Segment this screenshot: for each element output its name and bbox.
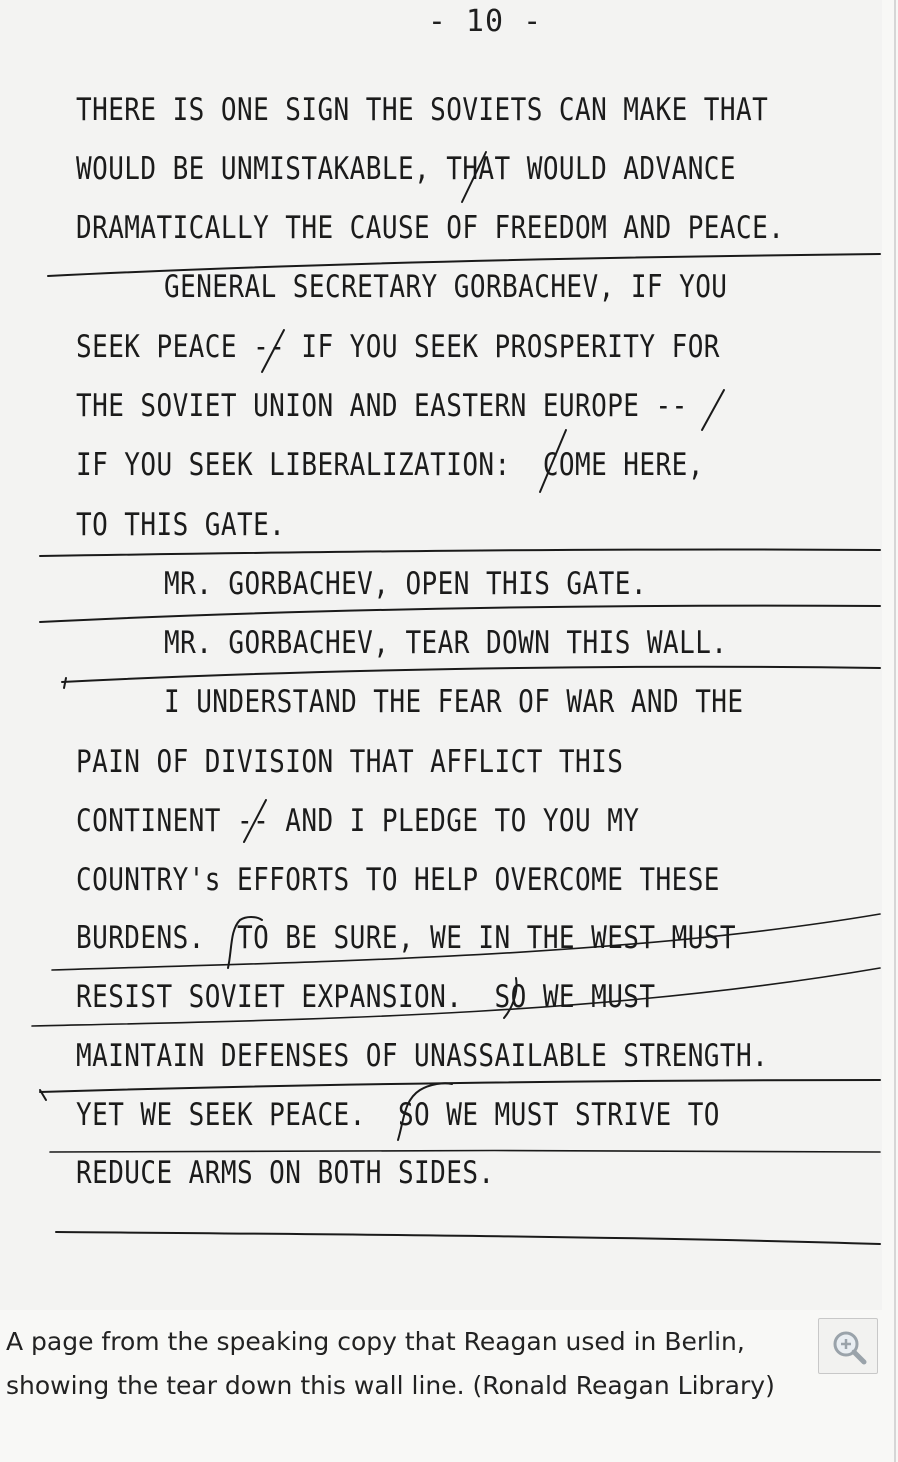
slash-mark — [244, 800, 266, 842]
speech-line: WOULD BE UNMISTAKABLE, THAT WOULD ADVANCE — [76, 151, 737, 187]
curly-mark — [504, 978, 517, 1018]
speech-line: THERE IS ONE SIGN THE SOVIETS CAN MAKE THAT — [76, 92, 769, 128]
tick-mark — [64, 678, 66, 688]
separator-line — [62, 667, 880, 682]
curly-mark — [398, 1083, 452, 1140]
speech-line: BURDENS. TO BE SURE, WE IN THE WEST MUST — [76, 920, 737, 956]
speech-line: DRAMATICALLY THE CAUSE OF FREEDOM AND PEACE. — [76, 210, 785, 246]
separator-line — [50, 1151, 880, 1153]
speech-line: COUNTRY's EFFORTS TO HELP OVERCOME THESE — [76, 862, 720, 898]
separator-line — [32, 968, 880, 1026]
speech-line: YET WE SEEK PEACE. SO WE MUST STRIVE TO — [76, 1097, 720, 1133]
slash-mark — [262, 330, 284, 372]
speech-line: GENERAL SECRETARY GORBACHEV, IF YOU — [164, 269, 728, 305]
image-caption: A page from the speaking copy that Reagan used in Berlin, showing the tear down this wall line. (Ronald Reagan Library) — [6, 1327, 775, 1400]
separator-line — [52, 914, 880, 970]
speech-line: SEEK PEACE -- IF YOU SEEK PROSPERITY FOR — [76, 329, 720, 365]
separator-line — [40, 606, 880, 622]
speech-line: MAINTAIN DEFENSES OF UNASSAILABLE STRENGTH. — [76, 1038, 769, 1074]
slash-mark — [540, 430, 566, 492]
separator-line — [40, 1080, 880, 1092]
speech-line: IF YOU SEEK LIBERALIZATION: COME HERE, — [76, 447, 704, 483]
curly-mark — [228, 917, 262, 968]
speech-line: PAIN OF DIVISION THAT AFFLICT THIS — [76, 744, 624, 780]
speech-line: REDUCE ARMS ON BOTH SIDES. — [76, 1155, 495, 1191]
zoom-button[interactable] — [818, 1318, 878, 1374]
slash-mark — [462, 152, 486, 202]
speech-line: THE SOVIET UNION AND EASTERN EUROPE -- — [76, 388, 688, 424]
speech-line: RESIST SOVIET EXPANSION. SO WE MUST — [76, 979, 656, 1015]
separator-line — [48, 254, 880, 276]
separator-line — [40, 549, 880, 556]
speech-line: MR. GORBACHEV, OPEN THIS GATE. — [164, 566, 647, 602]
separator-line — [56, 1232, 880, 1244]
page-number: - 10 - — [427, 4, 543, 39]
slash-mark — [702, 390, 724, 430]
speech-line: I UNDERSTAND THE FEAR OF WAR AND THE — [164, 684, 744, 720]
speech-line: MR. GORBACHEV, TEAR DOWN THIS WALL. — [164, 625, 728, 661]
speech-line: CONTINENT -- AND I PLEDGE TO YOU MY — [76, 803, 640, 839]
zoom-in-icon — [829, 1327, 869, 1367]
speech-line: TO THIS GATE. — [76, 507, 286, 543]
